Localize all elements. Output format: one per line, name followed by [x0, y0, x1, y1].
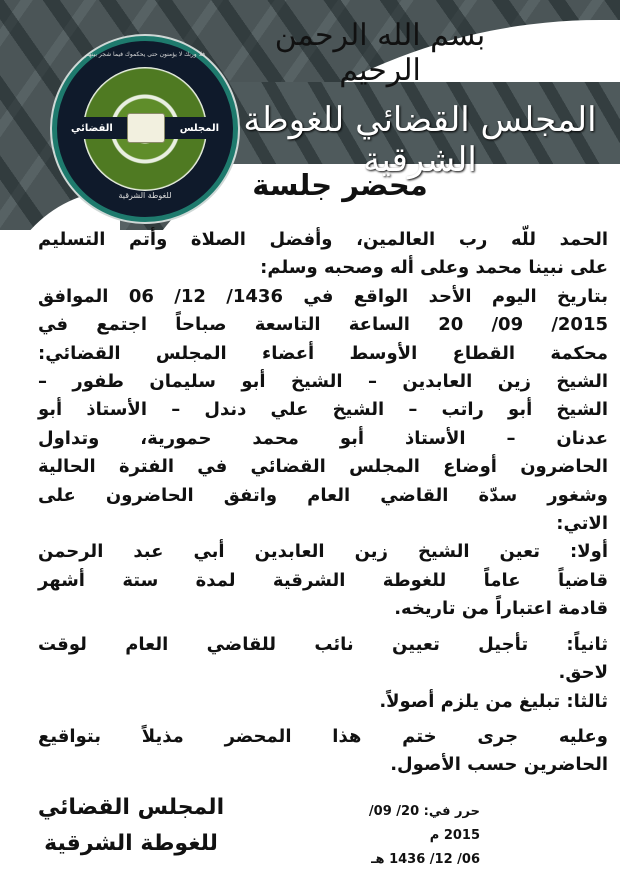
item-first: أولا: تعين الشيخ زين العابدين أبي عبد الرحمن	[38, 541, 608, 563]
body-line: الاتي:	[556, 513, 608, 535]
date-gregorian: حرر في: 20/ 09/ 2015 م	[368, 804, 480, 843]
logo-bottom-text: للغوطة الشرقية	[118, 191, 172, 200]
body-line: على نبينا محمد وعلى أله وصحبه وسلم:	[260, 257, 608, 279]
council-name-heading: المجلس القضائي للغوطة الشرقية	[243, 100, 597, 180]
item-second: ثانياً: تأجيل تعيين نائب للقاضي العام لوقت	[38, 633, 608, 655]
book-icon	[127, 113, 165, 143]
logo-band-left: القضائي	[71, 122, 113, 134]
date-hijri: 06/ 12/ 1436 هـ	[371, 852, 480, 867]
item-third: ثالثا: تبليغ من يلزم أصولاً.	[379, 690, 608, 712]
body-line: لاحق.	[558, 662, 608, 684]
signature-line: للغوطة الشرقية	[44, 831, 218, 856]
body-line: عدنان – الأستاذ أبو محمد حمورية، وتداول	[38, 427, 608, 449]
council-logo	[52, 36, 238, 222]
closing-line: الحاضرين حسب الأصول.	[390, 754, 608, 776]
body-line: وشغور سدّة القاضي العام واتفق الحاضرون على	[38, 484, 608, 506]
body-line: محكمة القطاع الأوسط أعضاء المجلس القضائي:	[38, 342, 608, 364]
body-line: قادمة اعتباراً من تاريخه.	[394, 598, 608, 620]
closing-line: وعليه جرى ختم هذا المحضر مذيلاً بتواقيع	[38, 725, 608, 747]
document-body	[38, 226, 608, 780]
body-line: بتاريخ اليوم الأحد الواقع في 1436/ 12/ 06 الموافق	[38, 285, 608, 307]
body-line: الحمد للّه رب العالمين، وأفضل الصلاة وأتم التسليم	[38, 229, 608, 250]
document-title: محضر جلسة	[252, 168, 428, 202]
logo-band-right: المجلس	[179, 122, 219, 134]
body-line: الشيخ أبو راتب – الشيخ علي دندل – الأستاذ أبو	[38, 399, 608, 421]
body-line: الحاضرون أوضاع المجلس القضائي في الفترة الحالية	[38, 456, 608, 478]
issue-dates	[330, 800, 480, 872]
body-line: 2015/ 09/ 20 الساعة التاسعة صباحاً اجتمع في	[38, 314, 609, 336]
logo-arc-text: فلا وربك لا يؤمنون حتى يحكموك فيما شجر بينهم	[84, 51, 206, 58]
signature-line: المجلس القضائي	[37, 795, 225, 820]
signature-block	[36, 790, 226, 862]
body-line: قاضياً عاماً للغوطة الشرقية لمدة ستة أشهر	[38, 569, 608, 591]
body-line: الشيخ زين العابدين – الشيخ أبو سليمان طفور –	[38, 371, 608, 393]
bismillah-calligraphy: بسم الله الرحمن الرحيم	[274, 18, 486, 88]
